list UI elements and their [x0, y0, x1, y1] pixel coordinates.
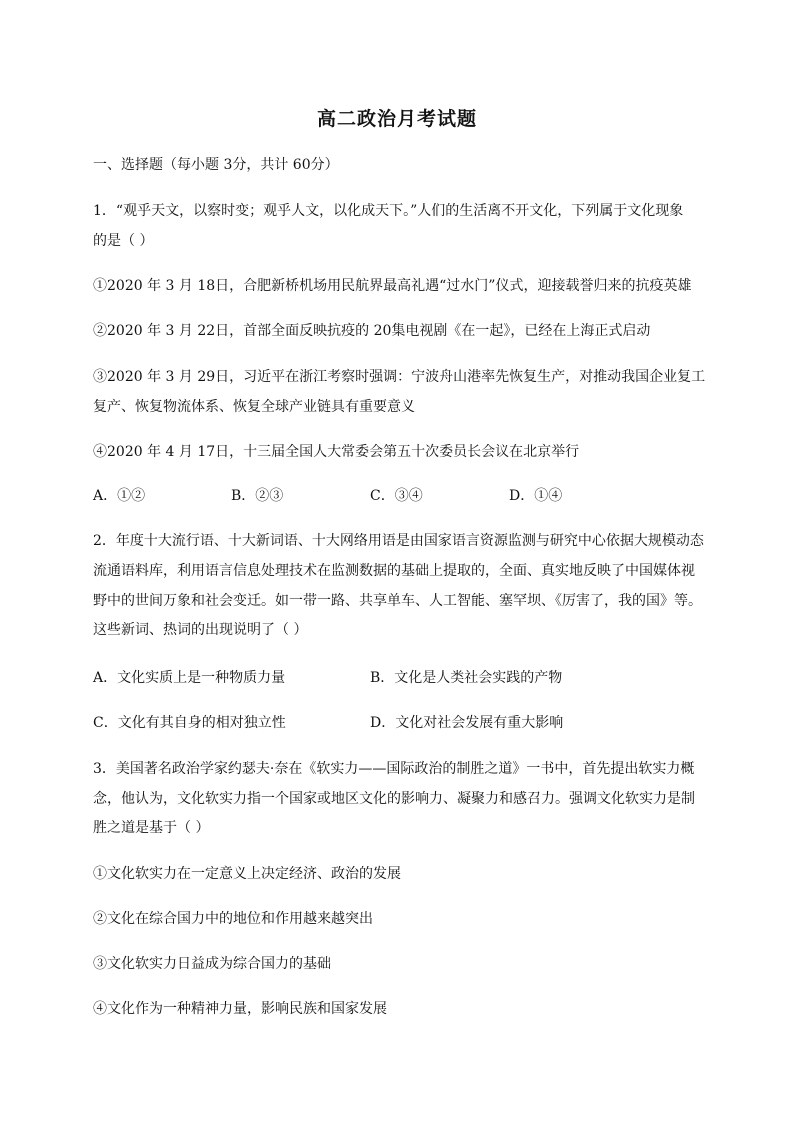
q3-item-2: ②文化在综合国力中的地位和作用越来越突出	[93, 911, 373, 927]
q1-item-3-line1: ③2020 年 3 月 29日，习近平在浙江考察时强调：宁波舟山港率先恢复生产，对推动我国企业复工	[93, 369, 706, 385]
q1-stem-line1: 1．“观乎天文，以察时变；观乎人文，以化成天下。”人们的生活离不开文化，下列属于文化现象	[93, 203, 684, 219]
q1-stem-line2: 的是（ ）	[93, 233, 154, 249]
page-title: 高二政治月考试题	[316, 108, 477, 130]
q3-item-4: ④文化作为一种精神力量，影响民族和国家发展	[93, 1001, 387, 1017]
q2-option-c: C．文化有其自身的相对独立性	[93, 715, 286, 731]
q1-option-b: B．②③	[231, 488, 284, 504]
q1-item-1: ①2020 年 3 月 18日，合肥新桥机场用民航界最高礼遇“过水门”仪式，迎接载誉归来的抗疫英雄	[93, 278, 692, 294]
q3-item-1: ①文化软实力在一定意义上决定经济、政治的发展	[93, 866, 401, 882]
q2-option-d: D．文化对社会发展有重大影响	[370, 715, 564, 731]
q2-stem-line3: 野中的世间万象和社会变迁。如一带一路、共享单车、人工智能、塞罕坝、《厉害了，我的国》等。	[93, 593, 702, 609]
q1-item-2: ②2020 年 3 月 22日，首部全面反映抗疫的 20集电视剧《在一起》，已经在上海正式启动	[93, 323, 651, 339]
section-heading: 一、选择题（每小题 3分，共计 60分）	[93, 157, 339, 173]
q1-item-3-line2: 复产、恢复物流体系、恢复全球产业链具有重要意义	[93, 399, 415, 415]
q3-stem-line3: 胜之道是基于（ ）	[93, 820, 210, 836]
q2-option-a: A．文化实质上是一种物质力量	[93, 670, 286, 686]
q2-stem-line4: 这些新词、热词的出现说明了（ ）	[93, 622, 308, 638]
q2-option-b: B．文化是人类社会实践的产物	[370, 670, 563, 686]
q3-stem-line2: 念，他认为，文化软实力指一个国家或地区文化的影响力、凝聚力和感召力。强调文化软实力是制	[93, 791, 695, 807]
q1-option-d: D．①④	[509, 488, 563, 504]
q2-stem-line2: 流通语料库，利用语言信息处理技术在监测数据的基础上提取的，全面、真实地反映了中国媒体视	[93, 563, 695, 579]
q3-item-3: ③文化软实力日益成为综合国力的基础	[93, 956, 331, 972]
q1-option-c: C．③④	[370, 488, 423, 504]
q3-stem-line1: 3．美国著名政治学家约瑟夫·奈在《软实力——国际政治的制胜之道》一书中，首先提出软实力概	[93, 761, 695, 777]
q1-option-a: A．①②	[93, 488, 146, 504]
q2-stem-line1: 2．年度十大流行语、十大新词语、十大网络用语是由国家语言资源监测与研究中心依据大规模动态	[93, 533, 704, 549]
q1-item-4: ④2020 年 4 月 17日，十三届全国人大常委会第五十次委员长会议在北京举行	[93, 444, 580, 460]
